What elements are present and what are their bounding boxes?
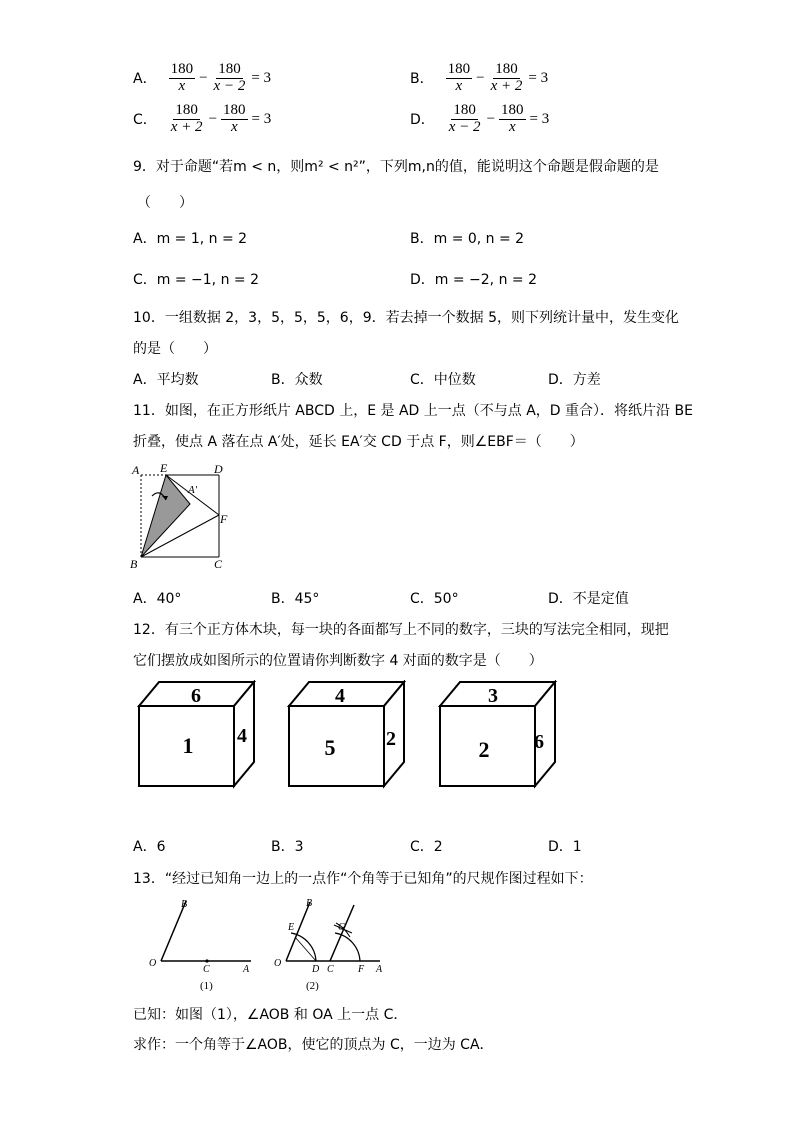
fig-label-a: A [132, 463, 140, 477]
fig-label-d: D [312, 964, 320, 975]
q12-option-a[interactable]: A．6 [133, 839, 166, 855]
fig-label-c: C [214, 557, 223, 571]
fraction: $\frac{180}{x}$ [170, 61, 194, 94]
q10-option-c[interactable]: C．中位数 [410, 372, 476, 388]
q8-option-a[interactable]: A． $\frac{180}{x}$ − $\frac{180}{x - 2}$ = 3 [133, 61, 272, 94]
option-label: A． [133, 71, 157, 88]
fraction: $\frac{180}{x}$ [447, 61, 471, 94]
cube-side-number: 4 [237, 725, 247, 747]
cube-3 [437, 680, 571, 792]
cube-top-number: 3 [488, 685, 498, 707]
fig-label-b: B [181, 899, 188, 910]
q8-option-b[interactable]: B． $\frac{180}{x}$ − $\frac{180}{x + 2}$ = 3 [410, 61, 549, 94]
cube-front-number: 2 [478, 737, 490, 762]
fig-label-d: D [214, 462, 223, 476]
option-label: D． [410, 112, 435, 129]
q11-option-b[interactable]: B．45° [271, 591, 320, 607]
cube-top-number: 4 [335, 685, 345, 707]
q13-known: 已知：如图（1），∠AOB 和 OA 上一点 C． [133, 1007, 408, 1023]
q12-option-c[interactable]: C．2 [410, 839, 443, 855]
q11-stem-cont: 折叠，使点 A 落在点 A′处，延长 EA′交 CD 于点 F，则∠EBF＝（ ） [133, 434, 584, 450]
fig-label-a: A [376, 964, 383, 975]
q9-answer-paren: （ ） [137, 195, 193, 211]
q13-ask: 求作：一个角等于∠AOB，使它的顶点为 C，一边为 CA． [133, 1037, 494, 1053]
q11-stem: 11．如图，在正方形纸片 ABCD 上，E 是 AD 上一点（不与点 A，D 重合）．将纸片沿 BE [133, 403, 693, 419]
fraction: $\frac{180}{x}$ [223, 102, 246, 135]
q10-option-b[interactable]: B．众数 [271, 372, 323, 388]
option-label: B． [410, 71, 434, 88]
fig-label-e: E [288, 922, 295, 933]
cube-front-number: 5 [324, 735, 336, 760]
q11-option-d[interactable]: D．不是定值 [548, 591, 629, 607]
option-label: C． [133, 112, 157, 129]
fig-label-c: C [327, 964, 334, 975]
fraction: $\frac{180}{x}$ [501, 102, 524, 135]
fig-label-e: E [160, 461, 168, 475]
fig-label-b: B [306, 898, 313, 909]
fig-caption: (1) [200, 980, 213, 991]
q9-option-a[interactable]: A．m = 1, n = 2 [133, 231, 248, 247]
q10-stem-cont: 的是（ ） [133, 341, 217, 357]
q13-figure-1 [145, 893, 257, 991]
cube-1 [136, 680, 270, 792]
cube-2 [286, 680, 420, 792]
q9-option-c[interactable]: C．m = −1, n = 2 [133, 272, 259, 288]
fraction: $\frac{180}{x + 2}$ [170, 102, 203, 135]
fig-label-f: F [358, 964, 365, 975]
q8-option-c[interactable]: C． $\frac{180}{x + 2}$ − $\frac{180}{x}$ = 3 [133, 102, 272, 135]
q10-stem: 10．一组数据 2，3，5，5，5，6，9．若去掉一个数据 5，则下列统计量中，发生变化 [133, 310, 679, 326]
fraction: $\frac{180}{x + 2}$ [490, 61, 523, 94]
q9-stem: 9．对于命题“若m < n，则m² < n²”，下列m,n的值，能说明这个命题是假命题的是 [133, 159, 659, 175]
q9-option-b[interactable]: B．m = 0, n = 2 [410, 231, 525, 247]
cube-side-number: 6 [534, 731, 544, 753]
q10-option-d[interactable]: D．方差 [548, 372, 601, 388]
fig-label-c: C [203, 964, 210, 975]
q12-stem: 12．有三个正方体木块，每一块的各面都写上不同的数字，三块的写法完全相同，现把 [133, 622, 669, 638]
q12-option-b[interactable]: B．3 [271, 839, 304, 855]
fig-label-o: O [149, 958, 157, 969]
fig-label-f: F [220, 512, 228, 526]
fraction: $\frac{180}{x - 2}$ [448, 102, 481, 135]
q13-stem: 13．“经过已知角一边上的一点作“个角等于已知角”的尺规作图过程如下： [133, 871, 593, 887]
q11-option-a[interactable]: A．40° [133, 591, 182, 607]
q11-square-figure [128, 460, 238, 572]
fig-label-o: O [274, 958, 282, 969]
q10-option-a[interactable]: A．平均数 [133, 372, 199, 388]
q12-option-d[interactable]: D．1 [548, 839, 582, 855]
fraction: $\frac{180}{x - 2}$ [213, 61, 246, 94]
q11-option-c[interactable]: C．50° [410, 591, 459, 607]
cube-top-number: 6 [191, 685, 201, 707]
fig-label-g: G [338, 922, 346, 933]
q13-figure-2 [272, 893, 390, 991]
fig-label-a: A [243, 964, 250, 975]
q9-option-d[interactable]: D．m = −2, n = 2 [410, 272, 537, 288]
cube-front-number: 1 [182, 733, 194, 758]
fig-label-a-prime: A′ [188, 484, 198, 496]
fig-label-b: B [130, 557, 138, 571]
cube-side-number: 2 [386, 728, 396, 750]
q8-option-d[interactable]: D． $\frac{180}{x - 2}$ − $\frac{180}{x}$ = 3 [410, 102, 550, 135]
q12-stem-cont: 它们摆放成如图所示的位置请你判断数字 4 对面的数字是（ ） [133, 653, 543, 669]
fig-caption: (2) [306, 980, 319, 991]
